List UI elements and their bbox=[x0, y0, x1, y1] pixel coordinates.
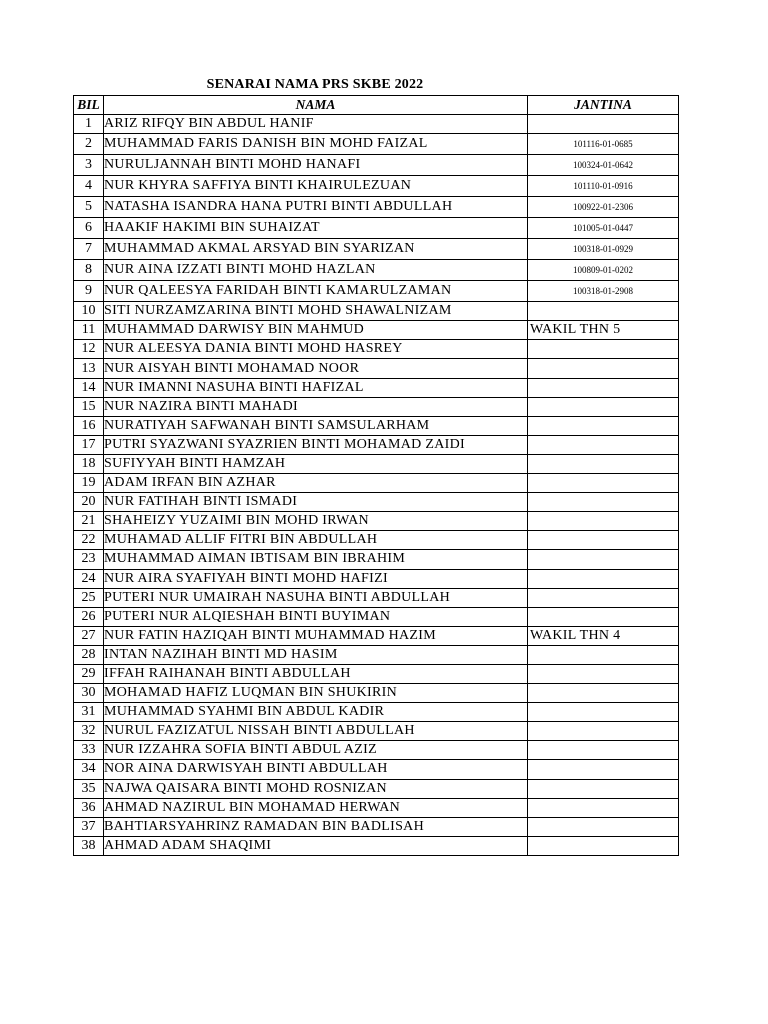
row-number: 12 bbox=[74, 340, 104, 359]
table-row bbox=[74, 302, 679, 321]
row-number: 20 bbox=[74, 493, 104, 512]
row-number: 26 bbox=[74, 607, 104, 626]
row-number: 7 bbox=[74, 239, 104, 260]
student-name: ADAM IRFAN BIN AZHAR bbox=[104, 474, 528, 493]
jantina-cell: 100922-01-2306 bbox=[528, 197, 679, 218]
student-name: NURUL FAZIZATUL NISSAH BINTI ABDULLAH bbox=[104, 722, 528, 741]
table-row bbox=[74, 115, 679, 134]
table-row bbox=[74, 626, 679, 645]
table-row bbox=[74, 607, 679, 626]
table-row bbox=[74, 645, 679, 664]
table-header-row bbox=[74, 96, 679, 115]
student-name: SHAHEIZY YUZAIMI BIN MOHD IRWAN bbox=[104, 512, 528, 531]
row-number: 14 bbox=[74, 378, 104, 397]
student-name: NUR IMANNI NASUHA BINTI HAFIZAL bbox=[104, 378, 528, 397]
jantina-cell bbox=[528, 359, 679, 378]
jantina-cell: WAKIL THN 5 bbox=[528, 321, 679, 340]
table-row bbox=[74, 817, 679, 836]
jantina-cell: WAKIL THN 4 bbox=[528, 626, 679, 645]
row-number: 1 bbox=[74, 115, 104, 134]
jantina-cell: 100318-01-2908 bbox=[528, 281, 679, 302]
row-number: 34 bbox=[74, 760, 104, 779]
row-number: 13 bbox=[74, 359, 104, 378]
student-name: IFFAH RAIHANAH BINTI ABDULLAH bbox=[104, 664, 528, 683]
table-row bbox=[74, 512, 679, 531]
student-name: MUHAMMAD DARWISY BIN MAHMUD bbox=[104, 321, 528, 340]
row-number: 3 bbox=[74, 155, 104, 176]
jantina-cell bbox=[528, 836, 679, 855]
table-row bbox=[74, 722, 679, 741]
jantina-cell bbox=[528, 512, 679, 531]
row-number: 15 bbox=[74, 397, 104, 416]
table-row bbox=[74, 798, 679, 817]
student-name: SUFIYYAH BINTI HAMZAH bbox=[104, 454, 528, 473]
table-row bbox=[74, 454, 679, 473]
student-name: NUR KHYRA SAFFIYA BINTI KHAIRULEZUAN bbox=[104, 176, 528, 197]
student-name: NATASHA ISANDRA HANA PUTRI BINTI ABDULLAH bbox=[104, 197, 528, 218]
header-bil: BIL bbox=[74, 96, 104, 115]
row-number: 5 bbox=[74, 197, 104, 218]
row-number: 33 bbox=[74, 741, 104, 760]
jantina-cell bbox=[528, 397, 679, 416]
table-row bbox=[74, 397, 679, 416]
student-name: NURATIYAH SAFWANAH BINTI SAMSULARHAM bbox=[104, 416, 528, 435]
row-number: 30 bbox=[74, 684, 104, 703]
student-name: NUR AISYAH BINTI MOHAMAD NOOR bbox=[104, 359, 528, 378]
jantina-cell: 101110-01-0916 bbox=[528, 176, 679, 197]
row-number: 28 bbox=[74, 645, 104, 664]
jantina-cell bbox=[528, 779, 679, 798]
jantina-cell bbox=[528, 684, 679, 703]
student-name: MUHAMAD ALLIF FITRI BIN ABDULLAH bbox=[104, 531, 528, 550]
row-number: 24 bbox=[74, 569, 104, 588]
row-number: 16 bbox=[74, 416, 104, 435]
table-row bbox=[74, 741, 679, 760]
jantina-cell bbox=[528, 645, 679, 664]
row-number: 6 bbox=[74, 218, 104, 239]
student-name: INTAN NAZIHAH BINTI MD HASIM bbox=[104, 645, 528, 664]
table-row bbox=[74, 134, 679, 155]
student-name: PUTERI NUR ALQIESHAH BINTI BUYIMAN bbox=[104, 607, 528, 626]
table-row bbox=[74, 474, 679, 493]
row-number: 27 bbox=[74, 626, 104, 645]
table-row bbox=[74, 493, 679, 512]
table-row bbox=[74, 760, 679, 779]
table-row bbox=[74, 569, 679, 588]
row-number: 29 bbox=[74, 664, 104, 683]
jantina-cell bbox=[528, 569, 679, 588]
table-row bbox=[74, 321, 679, 340]
student-name: NAJWA QAISARA BINTI MOHD ROSNIZAN bbox=[104, 779, 528, 798]
row-number: 32 bbox=[74, 722, 104, 741]
student-name: NUR AINA IZZATI BINTI MOHD HAZLAN bbox=[104, 260, 528, 281]
table-row bbox=[74, 281, 679, 302]
table-row bbox=[74, 197, 679, 218]
table-row bbox=[74, 239, 679, 260]
table-row bbox=[74, 531, 679, 550]
jantina-cell bbox=[528, 550, 679, 569]
row-number: 8 bbox=[74, 260, 104, 281]
jantina-cell: 101005-01-0447 bbox=[528, 218, 679, 239]
jantina-cell bbox=[528, 493, 679, 512]
student-name: NUR FATIHAH BINTI ISMADI bbox=[104, 493, 528, 512]
student-name: NUR FATIN HAZIQAH BINTI MUHAMMAD HAZIM bbox=[104, 626, 528, 645]
row-number: 19 bbox=[74, 474, 104, 493]
student-name: HAAKIF HAKIMI BIN SUHAIZAT bbox=[104, 218, 528, 239]
jantina-cell bbox=[528, 474, 679, 493]
student-name: NUR ALEESYA DANIA BINTI MOHD HASREY bbox=[104, 340, 528, 359]
jantina-cell bbox=[528, 607, 679, 626]
student-name: AHMAD ADAM SHAQIMI bbox=[104, 836, 528, 855]
table-row bbox=[74, 176, 679, 197]
jantina-cell bbox=[528, 378, 679, 397]
jantina-cell: 100324-01-0642 bbox=[528, 155, 679, 176]
jantina-cell: 101116-01-0685 bbox=[528, 134, 679, 155]
table-row bbox=[74, 550, 679, 569]
row-number: 22 bbox=[74, 531, 104, 550]
row-number: 18 bbox=[74, 454, 104, 473]
jantina-cell bbox=[528, 588, 679, 607]
student-name: NUR AIRA SYAFIYAH BINTI MOHD HAFIZI bbox=[104, 569, 528, 588]
student-name: MUHAMMAD SYAHMI BIN ABDUL KADIR bbox=[104, 703, 528, 722]
jantina-cell bbox=[528, 531, 679, 550]
row-number: 10 bbox=[74, 302, 104, 321]
student-name: MUHAMMAD AIMAN IBTISAM BIN IBRAHIM bbox=[104, 550, 528, 569]
table-row bbox=[74, 416, 679, 435]
row-number: 35 bbox=[74, 779, 104, 798]
student-name: PUTERI NUR UMAIRAH NASUHA BINTI ABDULLAH bbox=[104, 588, 528, 607]
student-name: NUR IZZAHRA SOFIA BINTI ABDUL AZIZ bbox=[104, 741, 528, 760]
row-number: 2 bbox=[74, 134, 104, 155]
table-row bbox=[74, 378, 679, 397]
row-number: 4 bbox=[74, 176, 104, 197]
student-name: MUHAMMAD FARIS DANISH BIN MOHD FAIZAL bbox=[104, 134, 528, 155]
jantina-cell bbox=[528, 115, 679, 134]
student-name: NURULJANNAH BINTI MOHD HANAFI bbox=[104, 155, 528, 176]
table-row bbox=[74, 340, 679, 359]
jantina-cell bbox=[528, 302, 679, 321]
row-number: 31 bbox=[74, 703, 104, 722]
student-roster-table bbox=[73, 95, 679, 856]
table-row bbox=[74, 779, 679, 798]
row-number: 36 bbox=[74, 798, 104, 817]
row-number: 23 bbox=[74, 550, 104, 569]
table-row bbox=[74, 664, 679, 683]
table-row bbox=[74, 588, 679, 607]
table-row bbox=[74, 155, 679, 176]
student-name: NUR QALEESYA FARIDAH BINTI KAMARULZAMAN bbox=[104, 281, 528, 302]
jantina-cell: 100318-01-0929 bbox=[528, 239, 679, 260]
row-number: 11 bbox=[74, 321, 104, 340]
table-row bbox=[74, 703, 679, 722]
table-row bbox=[74, 218, 679, 239]
table-row bbox=[74, 260, 679, 281]
header-jantina: JANTINA bbox=[528, 96, 679, 115]
jantina-cell bbox=[528, 416, 679, 435]
student-name: MUHAMMAD AKMAL ARSYAD BIN SYARIZAN bbox=[104, 239, 528, 260]
table-row bbox=[74, 359, 679, 378]
student-name: MOHAMAD HAFIZ LUQMAN BIN SHUKIRIN bbox=[104, 684, 528, 703]
row-number: 9 bbox=[74, 281, 104, 302]
jantina-cell bbox=[528, 760, 679, 779]
table-row bbox=[74, 836, 679, 855]
jantina-cell bbox=[528, 798, 679, 817]
jantina-cell bbox=[528, 664, 679, 683]
table-body bbox=[74, 115, 679, 856]
document-title: SENARAI NAMA PRS SKBE 2022 bbox=[206, 77, 424, 92]
jantina-cell bbox=[528, 435, 679, 454]
row-number: 21 bbox=[74, 512, 104, 531]
student-name: PUTRI SYAZWANI SYAZRIEN BINTI MOHAMAD ZAIDI bbox=[104, 435, 528, 454]
student-name: AHMAD NAZIRUL BIN MOHAMAD HERWAN bbox=[104, 798, 528, 817]
table-row bbox=[74, 435, 679, 454]
jantina-cell: 100809-01-0202 bbox=[528, 260, 679, 281]
student-name: NUR NAZIRA BINTI MAHADI bbox=[104, 397, 528, 416]
student-name: NOR AINA DARWISYAH BINTI ABDULLAH bbox=[104, 760, 528, 779]
jantina-cell bbox=[528, 722, 679, 741]
jantina-cell bbox=[528, 703, 679, 722]
jantina-cell bbox=[528, 741, 679, 760]
jantina-cell bbox=[528, 817, 679, 836]
jantina-cell bbox=[528, 454, 679, 473]
row-number: 25 bbox=[74, 588, 104, 607]
row-number: 17 bbox=[74, 435, 104, 454]
student-name: ARIZ RIFQY BIN ABDUL HANIF bbox=[104, 115, 528, 134]
row-number: 37 bbox=[74, 817, 104, 836]
row-number: 38 bbox=[74, 836, 104, 855]
header-nama: NAMA bbox=[104, 96, 528, 115]
table-row bbox=[74, 684, 679, 703]
student-name: SITI NURZAMZARINA BINTI MOHD SHAWALNIZAM bbox=[104, 302, 528, 321]
student-name: BAHTIARSYAHRINZ RAMADAN BIN BADLISAH bbox=[104, 817, 528, 836]
jantina-cell bbox=[528, 340, 679, 359]
